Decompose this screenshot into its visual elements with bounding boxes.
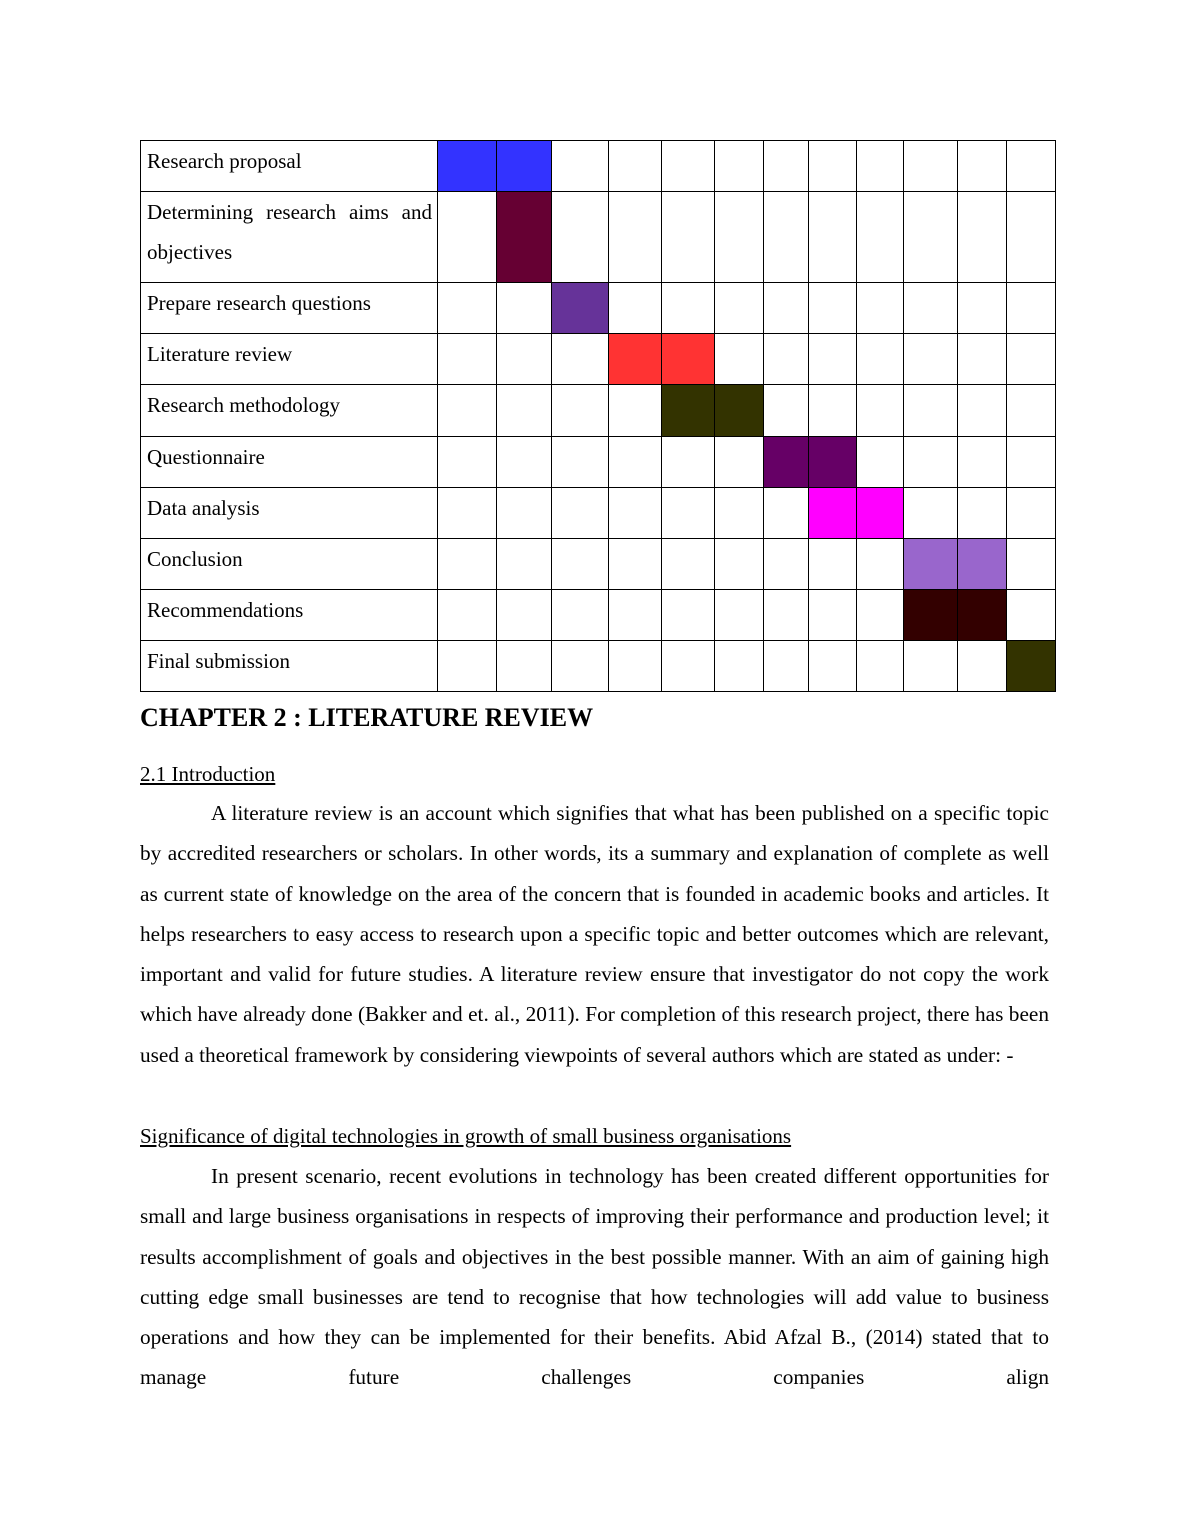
gantt-bar-cell bbox=[857, 488, 904, 539]
gantt-task-label bbox=[141, 488, 438, 539]
gantt-empty-cell bbox=[609, 488, 662, 539]
gantt-task-label bbox=[141, 385, 438, 437]
gantt-empty-cell bbox=[438, 192, 497, 283]
gantt-task-label bbox=[141, 641, 438, 692]
gantt-empty-cell bbox=[662, 539, 715, 590]
gantt-empty-cell bbox=[764, 488, 809, 539]
gantt-empty-cell bbox=[1007, 590, 1056, 641]
gantt-empty-cell bbox=[958, 385, 1007, 437]
gantt-empty-cell bbox=[662, 141, 715, 192]
gantt-empty-cell bbox=[552, 539, 609, 590]
gantt-empty-cell bbox=[904, 334, 958, 385]
gantt-empty-cell bbox=[662, 437, 715, 488]
gantt-empty-cell bbox=[552, 641, 609, 692]
gantt-empty-cell bbox=[809, 539, 857, 590]
digital-technologies-paragraph: In present scenario, recent evolutions in technology has been created different opportunities for small and large business organisations in respects of improving their performance and production level; it results accomplishment of goals and objectives in the best possible manner. With an aim of gaining high cutting edge small businesses are tend to recognise that how technologies will add value to business operations and how they can be implemented for their benefits. Abid Afzal B., (2014) stated that to manage future challenges companies align bbox=[140, 1164, 1049, 1390]
gantt-empty-cell bbox=[552, 334, 609, 385]
gantt-empty-cell bbox=[552, 141, 609, 192]
gantt-empty-cell bbox=[857, 641, 904, 692]
gantt-empty-cell bbox=[715, 590, 764, 641]
gantt-empty-cell bbox=[809, 590, 857, 641]
gantt-bar-cell bbox=[497, 141, 552, 192]
gantt-task-label bbox=[141, 141, 438, 192]
gantt-task-name: Determining research aims and objectives bbox=[147, 200, 432, 264]
gantt-bar-cell bbox=[552, 283, 609, 334]
gantt-task-label bbox=[141, 590, 438, 641]
gantt-empty-cell bbox=[764, 385, 809, 437]
gantt-empty-cell bbox=[904, 488, 958, 539]
gantt-empty-cell bbox=[715, 192, 764, 283]
gantt-empty-cell bbox=[809, 385, 857, 437]
gantt-empty-cell bbox=[764, 641, 809, 692]
gantt-empty-cell bbox=[715, 334, 764, 385]
gantt-bar-cell bbox=[438, 141, 497, 192]
gantt-row bbox=[141, 437, 1056, 488]
gantt-empty-cell bbox=[438, 590, 497, 641]
gantt-bar-cell bbox=[662, 334, 715, 385]
gantt-task-name: Conclusion bbox=[147, 547, 243, 571]
gantt-empty-cell bbox=[904, 385, 958, 437]
gantt-empty-cell bbox=[609, 437, 662, 488]
gantt-empty-cell bbox=[1007, 334, 1056, 385]
gantt-empty-cell bbox=[438, 437, 497, 488]
gantt-empty-cell bbox=[438, 539, 497, 590]
gantt-task-name: Final submission bbox=[147, 649, 290, 673]
gantt-empty-cell bbox=[552, 385, 609, 437]
gantt-empty-cell bbox=[904, 437, 958, 488]
gantt-bar-cell bbox=[764, 437, 809, 488]
gantt-empty-cell bbox=[662, 641, 715, 692]
gantt-empty-cell bbox=[904, 641, 958, 692]
gantt-empty-cell bbox=[497, 283, 552, 334]
gantt-empty-cell bbox=[958, 192, 1007, 283]
section-heading-introduction: 2.1 Introduction bbox=[140, 762, 276, 786]
gantt-empty-cell bbox=[764, 590, 809, 641]
gantt-task-name: Literature review bbox=[147, 342, 293, 366]
section-heading-digital-technologies: Significance of digital technologies in growth of small business organisations bbox=[140, 1124, 792, 1148]
gantt-empty-cell bbox=[958, 283, 1007, 334]
gantt-empty-cell bbox=[1007, 488, 1056, 539]
gantt-task-name: Research proposal bbox=[147, 149, 302, 173]
gantt-empty-cell bbox=[958, 437, 1007, 488]
gantt-empty-cell bbox=[857, 385, 904, 437]
gantt-row bbox=[141, 590, 1056, 641]
gantt-empty-cell bbox=[609, 385, 662, 437]
gantt-empty-cell bbox=[662, 192, 715, 283]
gantt-empty-cell bbox=[958, 488, 1007, 539]
gantt-empty-cell bbox=[497, 437, 552, 488]
gantt-bar-cell bbox=[904, 590, 958, 641]
gantt-empty-cell bbox=[609, 283, 662, 334]
gantt-empty-cell bbox=[764, 283, 809, 334]
gantt-empty-cell bbox=[715, 488, 764, 539]
gantt-empty-cell bbox=[1007, 385, 1056, 437]
gantt-empty-cell bbox=[497, 488, 552, 539]
gantt-empty-cell bbox=[552, 488, 609, 539]
gantt-empty-cell bbox=[715, 283, 764, 334]
gantt-empty-cell bbox=[552, 192, 609, 283]
gantt-empty-cell bbox=[857, 437, 904, 488]
gantt-empty-cell bbox=[764, 141, 809, 192]
gantt-empty-cell bbox=[764, 539, 809, 590]
gantt-bar-cell bbox=[609, 334, 662, 385]
gantt-row bbox=[141, 192, 1056, 283]
gantt-empty-cell bbox=[715, 641, 764, 692]
gantt-task-label bbox=[141, 283, 438, 334]
gantt-empty-cell bbox=[1007, 539, 1056, 590]
gantt-bar-cell bbox=[1007, 641, 1056, 692]
chapter-title: CHAPTER 2 : LITERATURE REVIEW bbox=[140, 703, 594, 732]
gantt-empty-cell bbox=[438, 334, 497, 385]
gantt-bar-cell bbox=[715, 385, 764, 437]
gantt-empty-cell bbox=[857, 590, 904, 641]
gantt-empty-cell bbox=[1007, 192, 1056, 283]
gantt-empty-cell bbox=[438, 641, 497, 692]
gantt-empty-cell bbox=[764, 334, 809, 385]
gantt-bar-cell bbox=[958, 539, 1007, 590]
gantt-task-label bbox=[141, 334, 438, 385]
gantt-empty-cell bbox=[809, 641, 857, 692]
gantt-empty-cell bbox=[857, 192, 904, 283]
introduction-paragraph: A literature review is an account which signifies that what has been published on a specific topic by accredited researchers or scholars. In other words, its a summary and explanation of complete as well as current state of knowledge on the area of the concern that is founded in academic books and articles. It helps researchers to easy access to research upon a specific topic and better outcomes which are relevant, important and valid for future studies. A literature review ensure that investigator do not copy the work which have already done (Bakker and et. al., 2011). For completion of this research project, there has been used a theoretical framework by considering viewpoints of several authors which are stated as under: - bbox=[140, 801, 1049, 1067]
gantt-empty-cell bbox=[609, 141, 662, 192]
gantt-bar-cell bbox=[904, 539, 958, 590]
gantt-empty-cell bbox=[552, 590, 609, 641]
gantt-empty-cell bbox=[958, 141, 1007, 192]
gantt-empty-cell bbox=[497, 539, 552, 590]
gantt-empty-cell bbox=[497, 590, 552, 641]
gantt-empty-cell bbox=[715, 437, 764, 488]
gantt-task-name: Prepare research questions bbox=[147, 291, 371, 315]
gantt-empty-cell bbox=[497, 334, 552, 385]
gantt-empty-cell bbox=[857, 141, 904, 192]
gantt-empty-cell bbox=[857, 283, 904, 334]
gantt-empty-cell bbox=[662, 283, 715, 334]
gantt-row bbox=[141, 283, 1056, 334]
gantt-empty-cell bbox=[609, 192, 662, 283]
gantt-task-name: Recommendations bbox=[147, 598, 304, 622]
gantt-empty-cell bbox=[609, 641, 662, 692]
gantt-empty-cell bbox=[764, 192, 809, 283]
gantt-bar-cell bbox=[809, 488, 857, 539]
gantt-row bbox=[141, 141, 1056, 192]
gantt-body bbox=[141, 141, 1056, 692]
gantt-empty-cell bbox=[809, 192, 857, 283]
gantt-empty-cell bbox=[438, 385, 497, 437]
gantt-empty-cell bbox=[662, 590, 715, 641]
gantt-bar-cell bbox=[809, 437, 857, 488]
gantt-task-label bbox=[141, 192, 438, 283]
gantt-bar-cell bbox=[662, 385, 715, 437]
gantt-empty-cell bbox=[857, 334, 904, 385]
gantt-empty-cell bbox=[809, 141, 857, 192]
gantt-row bbox=[141, 641, 1056, 692]
gantt-empty-cell bbox=[715, 141, 764, 192]
gantt-empty-cell bbox=[1007, 283, 1056, 334]
gantt-empty-cell bbox=[904, 192, 958, 283]
gantt-bar-cell bbox=[958, 590, 1007, 641]
gantt-empty-cell bbox=[438, 488, 497, 539]
gantt-task-name: Questionnaire bbox=[147, 445, 265, 469]
gantt-row bbox=[141, 334, 1056, 385]
gantt-row bbox=[141, 385, 1056, 437]
gantt-table bbox=[140, 140, 1056, 692]
gantt-empty-cell bbox=[1007, 437, 1056, 488]
gantt-empty-cell bbox=[497, 641, 552, 692]
gantt-empty-cell bbox=[958, 334, 1007, 385]
gantt-empty-cell bbox=[609, 590, 662, 641]
gantt-bar-cell bbox=[497, 192, 552, 283]
gantt-empty-cell bbox=[609, 539, 662, 590]
gantt-row bbox=[141, 488, 1056, 539]
gantt-empty-cell bbox=[552, 437, 609, 488]
gantt-empty-cell bbox=[857, 539, 904, 590]
gantt-task-label bbox=[141, 539, 438, 590]
gantt-empty-cell bbox=[497, 385, 552, 437]
gantt-task-name: Data analysis bbox=[147, 496, 260, 520]
gantt-task-label bbox=[141, 437, 438, 488]
gantt-empty-cell bbox=[809, 334, 857, 385]
gantt-empty-cell bbox=[958, 641, 1007, 692]
gantt-empty-cell bbox=[1007, 141, 1056, 192]
gantt-row bbox=[141, 539, 1056, 590]
gantt-empty-cell bbox=[809, 283, 857, 334]
gantt-empty-cell bbox=[662, 488, 715, 539]
gantt-empty-cell bbox=[904, 283, 958, 334]
gantt-empty-cell bbox=[715, 539, 764, 590]
gantt-empty-cell bbox=[438, 283, 497, 334]
gantt-task-name: Research methodology bbox=[147, 393, 341, 417]
gantt-empty-cell bbox=[904, 141, 958, 192]
